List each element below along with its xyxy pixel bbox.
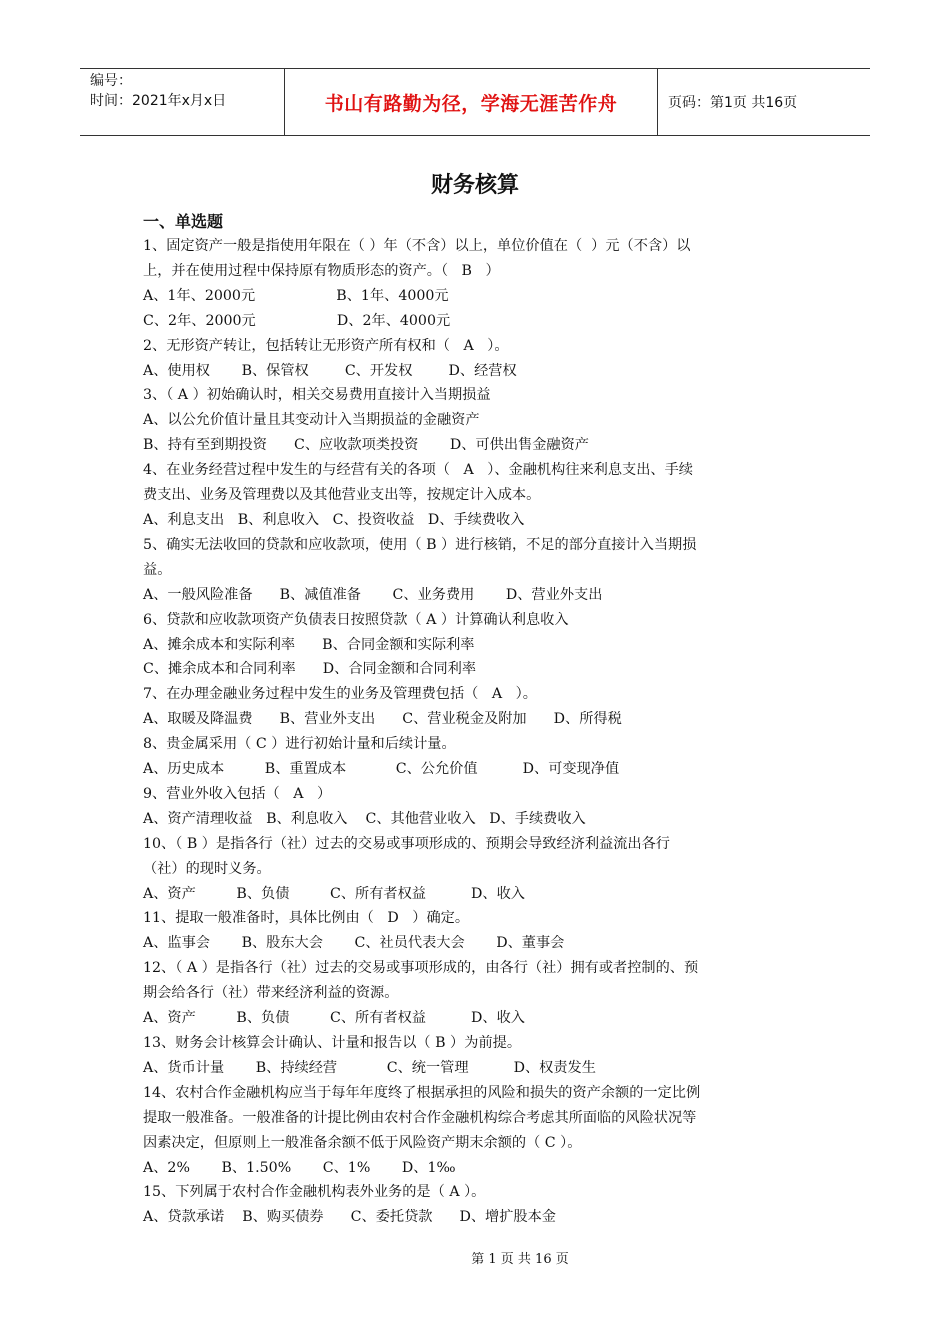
motto-text: 书山有路勤为径，学海无涯苦作舟 <box>324 92 618 115</box>
text-line: C、摊余成本和合同利率 D、合同金额和合同利率 <box>143 661 477 678</box>
text-line: 15、下列属于农村合作金融机构表外业务的是（ A ）。 <box>143 1184 486 1201</box>
time-label: 时间：2021年x月x日 <box>90 93 227 109</box>
text-line: A、货币计量 B、持续经营 C、统一管理 D、权责发生 <box>143 1059 596 1076</box>
text-line: A、2% B、1.50% C、1% D、1‰ <box>143 1159 456 1176</box>
text-line: 期会给各行（社）带来经济利益的资源。 <box>143 985 399 1002</box>
text-line: 5、确实无法收回的贷款和应收款项，使用（ B ）进行核销，不足的部分直接计入当期损 <box>143 536 697 553</box>
text-line: 因素决定，但原则上一般准备余额不低于风险资产期末余额的（ C ）。 <box>143 1134 582 1151</box>
question-list <box>143 234 809 1230</box>
text-line: （社）的现时义务。 <box>143 860 271 877</box>
header-motto-cell <box>284 69 658 135</box>
text-line: A、使用权 B、保管权 C、开发权 D、经营权 <box>143 362 517 379</box>
text-line: A、以公允价值计量且其变动计入当期损益的金融资产 <box>143 412 480 429</box>
text-line: A、贷款承诺 B、购买债券 C、委托贷款 D、增扩股本金 <box>143 1209 556 1226</box>
page-info: 页码：第1页 共16页 <box>668 95 798 111</box>
text-line: 益。 <box>143 561 172 578</box>
text-line: A、监事会 B、股东大会 C、社员代表大会 D、董事会 <box>143 935 565 952</box>
text-line: A、一般风险准备 B、减值准备 C、业务费用 D、营业外支出 <box>143 586 603 603</box>
text-line: A、历史成本 B、重置成本 C、公允价值 D、可变现净值 <box>143 761 620 778</box>
text-line: 2、无形资产转让，包括转让无形资产所有权和（ A ）。 <box>143 337 509 354</box>
text-line: 费支出、业务及管理费以及其他营业支出等，按规定计入成本。 <box>143 487 541 504</box>
text-line: 提取一般准备。一般准备的计提比例由农村合作金融机构综合考虑其所面临的风险状况等 <box>143 1109 697 1126</box>
text-line: 10、（ B ）是指各行（社）过去的交易或事项形成的、预期会导致经济利益流出各行 <box>143 835 670 852</box>
text-line: 上，并在使用过程中保持原有物质形态的资产。（ B ） <box>143 262 500 279</box>
text-line: A、摊余成本和实际利率 B、合同金额和实际利率 <box>143 636 475 653</box>
number-label: 编号： <box>90 73 132 89</box>
text-line: B、持有至到期投资 C、应收款项类投资 D、可供出售金融资产 <box>143 437 589 454</box>
text-line: A、利息支出 B、利息收入 C、投资收益 D、手续费收入 <box>143 511 525 528</box>
header-table <box>80 68 870 136</box>
section-heading: 一、单选题 <box>143 212 224 231</box>
text-line: 6、贷款和应收款项资产负债表日按照贷款（ A ）计算确认利息收入 <box>143 611 569 628</box>
text-line: 11、提取一般准备时，具体比例由（ D ）确定。 <box>143 910 470 927</box>
text-line: 12、（ A ）是指各行（社）过去的交易或事项形成的，由各行（社）拥有或者控制的、预 <box>143 960 699 977</box>
text-line: 13、财务会计核算会计确认、计量和报告以（ B ）为前提。 <box>143 1035 522 1051</box>
text-line: 14、农村合作金融机构应当于每年年度终了根据承担的风险和损失的资产余额的一定比例 <box>143 1084 701 1101</box>
text-line: C、2年、2000元 D、2年、4000元 <box>143 312 451 329</box>
text-line: A、资产 B、负债 C、所有者权益 D、收入 <box>143 885 525 902</box>
text-line: 3、（ A ）初始确认时，相关交易费用直接计入当期损益 <box>143 387 491 404</box>
text-line: A、1年、2000元 B、1年、4000元 <box>143 287 449 304</box>
text-line: A、资产清理收益 B、利息收入 C、其他营业收入 D、手续费收入 <box>143 810 586 827</box>
text-line: 1、固定资产一般是指使用年限在（ ）年（不含）以上，单位价值在（ ）元（不含）以 <box>143 238 691 254</box>
document-body <box>143 209 809 1230</box>
text-line: 9、营业外收入包括（ A ） <box>143 785 332 802</box>
text-line: A、取暖及降温费 B、营业外支出 C、营业税金及附加 D、所得税 <box>143 711 622 728</box>
header-left-cell <box>80 69 284 135</box>
page-footer: 第 1 页 共 16 页 <box>471 1252 569 1267</box>
text-line: 8、贵金属采用（ C ）进行初始计量和后续计量。 <box>143 736 456 753</box>
text-line: 4、在业务经营过程中发生的与经营有关的各项（ A ）、金融机构往来利息支出、手续 <box>143 462 693 479</box>
text-line: A、资产 B、负债 C、所有者权益 D、收入 <box>143 1010 525 1027</box>
header-page-cell <box>658 69 870 135</box>
text-line: 7、在办理金融业务过程中发生的业务及管理费包括（ A ）。 <box>143 686 537 703</box>
document-title: 财务核算 <box>430 173 519 198</box>
